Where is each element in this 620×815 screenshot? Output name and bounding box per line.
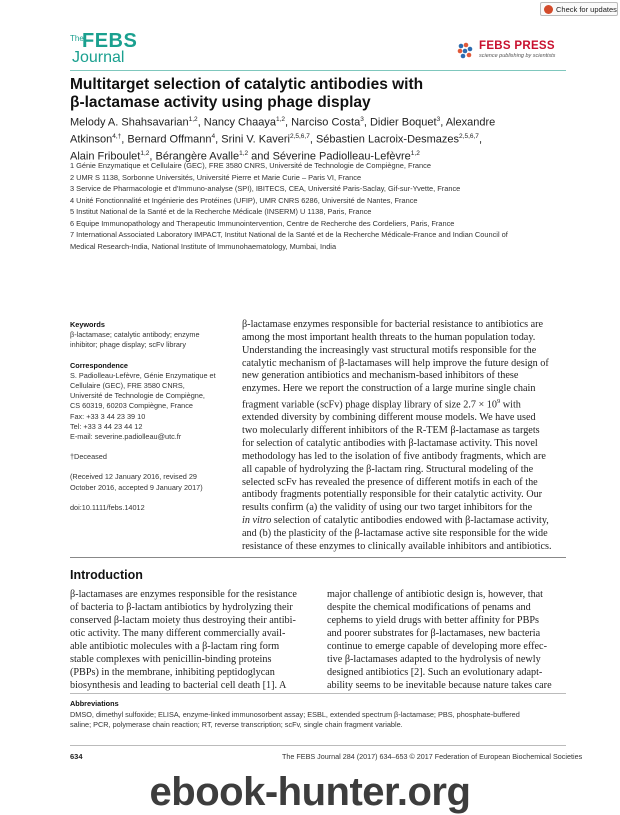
publisher-name: FEBS PRESS: [479, 40, 555, 52]
affiliation: 4 Unité Fonctionnalité et Ingénierie des Protéines (UFIP), UMR CNRS 6286, Université de Nantes, France: [70, 195, 418, 205]
abstract-line: selected scFv has revealed the presence of different motifs in each of the: [242, 476, 538, 488]
watermark: ebook-hunter.org: [149, 770, 471, 814]
body-line: conserved β-lactam moiety thus destroying their antibi-: [70, 615, 296, 626]
affiliation: 7 International Associated Laboratory IMPACT, Institut National de la Santé et de la Recherche Médicale-France and Indian Council of: [70, 230, 508, 239]
article-info-column: [70, 320, 220, 513]
body-line: despite the chemical modifications of penams and: [327, 602, 531, 613]
abstract: [242, 319, 566, 554]
body-line: cephems to yield drugs with better affinity for PBPs: [327, 615, 540, 626]
check-for-updates-label: Check for updates: [556, 4, 617, 14]
abstract-line: new generation antibiotics and mechanism-based inhibitors of these: [242, 370, 519, 382]
abbreviations-line: DMSO, dimethyl sulfoxide; ELISA, enzyme-linked immunosorbent assay; ESBL, extended spectrum β-lactamase; PBS, phosphate-buffered: [70, 709, 520, 719]
doi-link[interactable]: doi:10.1111/febs.14012: [70, 502, 145, 512]
abstract-line: and (b) the plasticity of the β-lactamase active site responsible for the wide: [242, 527, 548, 539]
author-list: [70, 113, 550, 164]
body-line: and poorer substrates for β-lactamases, new bacteria: [327, 628, 541, 639]
correspondence-line: Fax: +33 3 44 23 39 10: [70, 411, 146, 421]
article-title: [70, 76, 550, 112]
deceased-note: †Deceased: [70, 452, 107, 462]
journal-logo: [70, 30, 140, 68]
abstract-line: for selection of catalytic antibodies with β-lactamase activity. This novel: [242, 437, 538, 449]
abstract-line: two molecularly different inhibitors of the R-TEM β-lactamase as targets: [242, 425, 540, 437]
title-line: Multitarget selection of catalytic antibodies with: [70, 76, 424, 93]
abstract-line: catalytic mechanism of β-lactamases will help improve the future design of: [242, 357, 549, 369]
introduction-heading: Introduction: [70, 568, 143, 582]
abstract-line: Understanding the increasingly vast structural motifs responsible for the: [242, 344, 537, 356]
febs-press-icon: [455, 40, 475, 60]
introduction-column-left: [70, 588, 306, 692]
affiliation: 3 Service de Pharmacologie et d'Immuno-analyse (SPI), IBITECS, CEA, Université Paris-Saclay, Gif-sur-Yvette, France: [70, 184, 461, 193]
body-line: ability seems to be inevitable because nature takes care: [327, 680, 552, 691]
correspondence-line: Tel: +33 3 44 23 44 12: [70, 421, 143, 431]
affiliation: 5 Institut National de la Santé et de la Recherche Médicale (INSERM) U 1138, Paris, France: [70, 207, 372, 216]
abbreviations-line: saline; PCR, polymerase chain reaction; RT, reverse transcription; scFv, single chain fragment variable.: [70, 720, 403, 729]
header-divider: [70, 70, 566, 71]
keywords-heading: Keywords: [70, 320, 105, 329]
body-line: (PBPs) in the membrane, inhibiting peptidoglycan: [70, 667, 275, 678]
page-number: 634: [70, 752, 83, 761]
publisher-logo: [455, 40, 565, 64]
check-for-updates-button[interactable]: [540, 2, 618, 16]
body-line: β-lactamases are enzymes responsible for the resistance: [70, 589, 297, 600]
abstract-line: results confirm (a) the validity of using our two target inhibitors for the: [242, 502, 533, 514]
logo-febs: FEBS: [82, 30, 138, 52]
logo-journal: Journal: [72, 49, 125, 66]
author-line: Alain Friboulet$^{1,2}$, Bérangère Avalle$^{1,2}$ and Séverine Padiolleau-Lefèvre$^{1,2}$: [70, 150, 420, 163]
received-dates: October 2016, accepted 9 January 2017): [70, 482, 203, 492]
footer-divider: [70, 745, 566, 746]
abbreviations: [70, 699, 566, 731]
affiliation: 2 UMR S 1138, Sorbonne Universités, Université Pierre et Marie Curie – Paris VI, France: [70, 172, 362, 182]
abstract-line: all capable of hydrolyzing the β-lactam ring. Structural modeling of the: [242, 463, 534, 475]
abstract-line: β-lactamase enzymes responsible for bacterial resistance to antibiotics are: [242, 319, 544, 330]
correspondence-line: S. Padiolleau-Lefèvre, Génie Enzymatique et: [70, 370, 216, 380]
affiliation: Medical Research-India, National Institute of Immunohaematology, Mumbai, India: [70, 241, 337, 251]
abstract-divider: [70, 557, 566, 558]
update-icon: [544, 5, 553, 14]
affiliation: 1 Génie Enzymatique et Cellulaire (GEC), FRE 3580 CNRS, Université de Technologie de Compiègne, France: [70, 161, 431, 170]
body-line: otic activity. The many different commercially avail-: [70, 628, 286, 639]
correspondence-heading: Correspondence: [70, 360, 128, 370]
body-line: able antibiotic molecules with a β-lactam ring form: [70, 641, 280, 652]
abstract-line: enzymes. Here we report the construction of a large murine single chain: [242, 383, 536, 395]
affiliation: 6 Equipe Immunopathology and Therapeutic Immunointervention, Centre de Recherche des Cordeliers, Paris, France: [70, 218, 455, 228]
publisher-tagline: science publishing by scientists: [479, 53, 556, 59]
body-line: designed antibiotics [2]. Such an evolutionary adapt-: [327, 667, 543, 678]
author-line: Atkinson$^{4,\dagger}$, Bernard Offmann$^4$, Srini V. Kaveri$^{2,5,6,7}$, Sébastien Lacroix-Desmazes$^{2,5,6,7}$,: [70, 133, 482, 146]
abstract-line: fragment variable (scFv) phage display library of size $2.7 \times 10^9$ with: [242, 398, 521, 411]
title-line: β-lactamase activity using phage display: [70, 94, 371, 111]
body-line: major challenge of antibiotic design is, however, that: [327, 589, 544, 600]
correspondence-line: Université de Technologie de Compiègne,: [70, 391, 205, 401]
logo-the: The: [70, 34, 84, 43]
correspondence-email[interactable]: E-mail: severine.padiolleau@utc.fr: [70, 432, 182, 442]
journal-footer: The FEBS Journal 284 (2017) 634–653 © 2017 Federation of European Biochemical Societies: [282, 752, 583, 761]
received-dates: (Received 12 January 2016, revised 29: [70, 472, 197, 482]
correspondence-line: CS 60319, 60203 Compiègne, France: [70, 401, 193, 411]
abstract-line: among the most important health threats to the human population today.: [242, 331, 536, 343]
abstract-line: extended diversity by combining different mouse models. We have used: [242, 412, 536, 424]
abstract-line: in vitro selection of catalytic antibodies endowed with β-lactamase activity,: [242, 515, 549, 527]
abstract-line: resistance of these enzymes to clinically available inhibitors and antibiotics.: [242, 540, 552, 552]
body-line: of bacteria to β-lactam antibiotics by hydrolyzing their: [70, 602, 293, 613]
body-line: tive β-lactamases adapted to the hydrolysis of newly: [327, 654, 541, 665]
keywords-line: inhibitor; phage display; scFv library: [70, 340, 186, 350]
abstract-line: methodology has led to the isolation of five antibody fragments, which are: [242, 450, 546, 462]
correspondence-line: Cellulaire (GEC), FRE 3580 CNRS,: [70, 381, 185, 391]
introduction-column-right: [327, 588, 566, 692]
abstract-line: antibody fragments potentially responsible for their catalytic activity. Our: [242, 489, 543, 501]
affiliations: [70, 160, 540, 252]
author-line: Melody A. Shahsavarian$^{1,2}$, Nancy Chaaya$^{1,2}$, Narciso Costa$^3$, Didier Boquet$^3$, Alexandre: [70, 116, 496, 129]
body-line: biosynthesis and leading to bacterial cell death [1]. A: [70, 680, 287, 691]
body-line: continue to emerge capable of developing more effec-: [327, 641, 547, 652]
abbreviations-heading: Abbreviations: [70, 699, 119, 708]
body-line: stable complexes with penicillin-binding proteins: [70, 654, 272, 665]
abbreviations-divider: [70, 693, 566, 694]
keywords-line: β-lactamase; catalytic antibody; enzyme: [70, 330, 200, 340]
